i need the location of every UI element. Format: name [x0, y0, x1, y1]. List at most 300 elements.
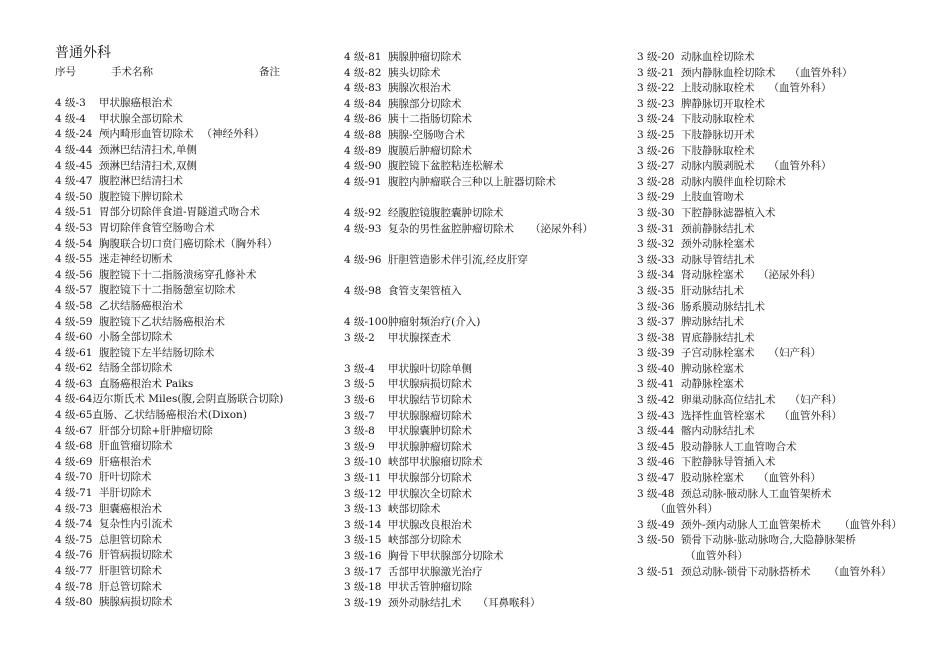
- item-code: 4 级-69: [55, 455, 93, 468]
- item-name: 甲状腺部分切除术: [388, 472, 472, 485]
- item-code: 4 级-4: [55, 112, 86, 125]
- item-name: 脾动脉栓塞术: [681, 362, 744, 375]
- item-name: 甲状腺癌根治术: [99, 97, 173, 110]
- item-code: 3 级-28: [637, 175, 675, 188]
- list-item: [637, 144, 927, 160]
- list-item: [55, 112, 345, 128]
- list-item: [344, 455, 634, 471]
- list-item: [55, 439, 345, 455]
- item-name: 腹腔镜下左半结肠切除术: [99, 346, 215, 359]
- item-code: 4 级-84: [344, 97, 382, 110]
- item-name: 甲状腺结节切除术: [388, 394, 472, 407]
- item-name: 胰腺-空肠吻合术: [388, 128, 466, 141]
- item-code: 3 级-39: [637, 347, 675, 360]
- item-name: 直肠癌根治术 Paiks: [99, 377, 194, 390]
- item-name: 锁骨下动脉-肱动脉吻合,大隐静脉架桥: [681, 534, 856, 547]
- list-item: [344, 362, 634, 378]
- item-code: 3 级-46: [637, 456, 675, 469]
- item-name: 腹腔淋巴结清扫术: [99, 175, 183, 188]
- item-name: 脾动脉结扎术: [681, 316, 744, 329]
- list-item: [344, 409, 634, 425]
- item-name: 颈总动脉-锁骨下动脉搭桥术: [681, 565, 811, 578]
- item-note: （血管外科）: [768, 82, 832, 95]
- item-name: 甲状腺探查术: [388, 331, 451, 344]
- item-name: 胰腺部分切除术: [388, 97, 462, 110]
- list-item: [344, 596, 634, 612]
- item-name: 食管支架管植入: [388, 284, 462, 297]
- item-code: 3 级-30: [637, 206, 675, 219]
- spacer: [344, 300, 634, 316]
- item-code: 4 级-96: [344, 253, 382, 266]
- item-note: （妇产科）: [789, 394, 842, 407]
- item-name: 胰十二指肠切除术: [388, 113, 472, 126]
- item-name: 甲状腺肿瘤切除术: [388, 440, 472, 453]
- item-code: 3 级-44: [637, 425, 675, 438]
- item-code: 3 级-8: [344, 425, 375, 438]
- list-item: [344, 533, 634, 549]
- item-code: 3 级-6: [344, 394, 375, 407]
- item-name: 甲状腺囊肿切除术: [388, 425, 472, 438]
- item-name: 股动脉栓塞术: [681, 472, 744, 485]
- page-title: 普通外科: [55, 45, 111, 61]
- item-name: 腹腔镜下盆腔粘连松解术: [388, 160, 504, 173]
- item-code: 4 级-3: [55, 97, 86, 110]
- item-code: 4 级-98: [344, 284, 382, 297]
- item-code: 3 级-10: [344, 456, 382, 469]
- item-code: 3 级-23: [637, 97, 675, 110]
- item-name: 胰腺肿瘤切除术: [388, 51, 462, 63]
- list-item: [55, 580, 345, 596]
- item-code: 4 级-24: [55, 128, 93, 141]
- item-code: 4 级-73: [55, 502, 93, 515]
- list-item: [637, 284, 927, 300]
- list-item: [344, 97, 634, 113]
- list-item: [637, 471, 927, 487]
- list-item: [55, 564, 345, 580]
- list-item: [344, 331, 634, 347]
- item-code: 3 级-38: [637, 331, 675, 344]
- item-code: 4 级-63: [55, 377, 93, 390]
- item-name: 峡部部分切除术: [388, 534, 462, 547]
- item-name: 半肝切除术: [99, 487, 152, 500]
- item-name: 甲状腺腺瘤切除术: [388, 409, 472, 422]
- list-item: [637, 268, 927, 284]
- item-name: 动脉内膜伴血栓切除术: [681, 175, 786, 188]
- item-name: 颈总动脉-腋动脉人工血管架桥术: [681, 487, 832, 500]
- list-item: [637, 206, 927, 222]
- list-item: [55, 127, 345, 143]
- item-code: 4 级-55: [55, 253, 93, 266]
- spacer: [344, 237, 634, 253]
- item-code: 3 级-2: [344, 331, 375, 344]
- list-item: [637, 237, 927, 253]
- list-item: [55, 377, 345, 393]
- item-code: 3 级-48: [637, 487, 675, 500]
- list-item: [344, 206, 634, 222]
- list-item: [344, 112, 634, 128]
- list-item: [344, 144, 634, 160]
- item-name: 颈内静脉血栓切除术: [681, 66, 776, 79]
- item-name: 甲状腺改良根治术: [388, 518, 472, 531]
- list-item: [55, 455, 345, 471]
- item-name: 复杂的男性盆腔肿瘤切除术: [388, 222, 514, 235]
- item-name: 复杂性内引流术: [99, 518, 173, 531]
- item-code: 4 级-90: [344, 160, 382, 173]
- list-item: [344, 393, 634, 409]
- item-note: （耳鼻喉科）: [477, 596, 541, 609]
- item-code: 3 级-15: [344, 534, 382, 547]
- item-name: 动静脉栓塞术: [681, 378, 744, 391]
- item-code: 4 级-78: [55, 580, 93, 593]
- item-note: （血管外科）: [828, 565, 892, 578]
- list-item: [344, 471, 634, 487]
- list-item: [55, 533, 345, 549]
- list-item: [344, 50, 634, 66]
- item-name: 腹腔内肿瘤联合三种以上脏器切除术: [388, 175, 556, 188]
- item-note: （血管外科）: [685, 550, 748, 562]
- item-code: 4 级-89: [344, 144, 382, 157]
- list-item: [637, 66, 927, 82]
- item-name: 下肢静脉取栓术: [681, 144, 755, 157]
- item-code: 3 级-11: [344, 472, 382, 485]
- procedure-list-3: [637, 50, 927, 580]
- item-code: 4 级-100: [344, 316, 389, 329]
- spacer: [344, 190, 634, 206]
- list-item: [344, 565, 634, 581]
- list-item: [55, 96, 345, 112]
- item-code: 3 级-32: [637, 238, 675, 251]
- column-1: [55, 44, 345, 611]
- item-code: 3 级-33: [637, 253, 675, 266]
- item-code: 4 级-51: [55, 206, 93, 219]
- item-code: 3 级-51: [637, 565, 675, 578]
- list-item: [637, 455, 927, 471]
- item-name: 上肢血管吻术: [681, 191, 744, 204]
- list-item: [55, 159, 345, 175]
- item-name: 结肠全部切除术: [99, 362, 173, 375]
- item-code: 4 级-68: [55, 440, 93, 453]
- item-name: 迈尔斯氏术 Miles(腹,会阴直肠联合切除): [92, 393, 284, 406]
- list-item: [55, 408, 345, 424]
- list-item: [344, 549, 634, 565]
- item-code: 3 级-9: [344, 440, 375, 453]
- procedure-list-1: [55, 96, 345, 611]
- item-name: 肝动脉结扎术: [681, 284, 744, 297]
- item-name: 颈淋巴结清扫术,双侧: [99, 159, 197, 172]
- item-note: （血管外科）: [655, 503, 718, 516]
- item-code: 4 级-56: [55, 268, 93, 281]
- list-item: [55, 237, 345, 253]
- list-item: [637, 377, 927, 393]
- item-name: 肝叶切除术: [99, 471, 152, 484]
- item-code: 3 级-17: [344, 565, 382, 578]
- item-name: 肠系膜动脉结扎术: [681, 300, 765, 313]
- item-note: （泌尿外科）: [530, 222, 593, 235]
- item-name: 动脉导管结扎术: [681, 253, 755, 266]
- item-code: 4 级-57: [55, 284, 93, 297]
- list-item: [637, 159, 927, 175]
- list-item: [55, 424, 345, 440]
- list-item: [55, 315, 345, 331]
- item-code: 3 级-5: [344, 378, 375, 391]
- item-code: 3 级-49: [637, 518, 675, 531]
- item-code: 3 级-42: [637, 394, 675, 407]
- item-name: 颈外动脉结扎术: [388, 596, 462, 609]
- list-item: [344, 377, 634, 393]
- procedure-list-2: [344, 50, 634, 611]
- item-name: 腹腔镜下脾切除术: [99, 190, 183, 203]
- item-code: 4 级-61: [55, 346, 93, 359]
- item-code: 4 级-76: [55, 549, 93, 562]
- item-name: 经腹腔镜腹腔囊肿切除术: [388, 206, 504, 219]
- item-code: 3 级-13: [344, 503, 382, 516]
- item-name: 腹腔镜下乙状结肠癌根治术: [99, 315, 225, 328]
- item-name: 下腔静脉导管插入术: [681, 456, 776, 469]
- item-code: 3 级-41: [637, 378, 675, 391]
- item-code: 4 级-64: [55, 393, 93, 406]
- item-code: 4 级-58: [55, 299, 93, 312]
- item-name: 肝胆管造影术伴引流,经皮肝穿: [388, 253, 528, 266]
- item-name: 峡部甲状腺瘤切除术: [388, 456, 483, 469]
- item-name: 直肠、乙状结肠癌根治术(Dixon): [92, 409, 247, 422]
- list-item: [55, 330, 345, 346]
- item-code: 3 级-37: [637, 316, 675, 329]
- list-item: [637, 128, 927, 144]
- item-name: 腹腔镜下十二指肠溃疡穿孔修补术: [99, 268, 257, 281]
- list-item: [344, 424, 634, 440]
- item-name: 胃底静脉结扎术: [681, 331, 755, 344]
- item-name: 肝管病损切除术: [99, 549, 173, 562]
- list-item: [637, 518, 907, 534]
- item-name: 胸腹联合切口贲门癌切除术（胸外科）: [99, 237, 278, 250]
- item-name: 下肢动脉取栓术: [681, 113, 755, 126]
- column-3: [637, 50, 927, 580]
- list-item: [637, 331, 927, 347]
- item-note: （泌尿外科）: [758, 269, 821, 282]
- item-name: 胆囊癌根治术: [99, 502, 162, 515]
- item-code: 3 级-20: [637, 51, 675, 63]
- item-name: 乙状结肠癌根治术: [99, 299, 183, 312]
- item-name: 甲状腺次全切除术: [388, 487, 472, 500]
- list-item: [55, 205, 345, 221]
- item-code: 3 级-12: [344, 487, 382, 500]
- list-item: [637, 393, 927, 409]
- item-code: 3 级-26: [637, 144, 675, 157]
- item-code: 3 级-24: [637, 113, 675, 126]
- list-item: [637, 175, 927, 191]
- list-item: [344, 502, 634, 518]
- item-code: 4 级-93: [344, 222, 382, 235]
- item-code: 4 级-82: [344, 66, 382, 79]
- item-name: 髂内动脉结扎术: [681, 425, 755, 438]
- list-item: [55, 548, 345, 564]
- item-name: 颈前静脉结扎术: [681, 222, 755, 235]
- list-item: [55, 174, 345, 190]
- item-code: 4 级-71: [55, 487, 93, 500]
- item-name: 甲状腺病损切除术: [388, 378, 472, 391]
- item-note: （神经外科）: [201, 128, 265, 141]
- item-name: 下腔静脉滤器植入术: [681, 206, 776, 219]
- list-item: [55, 190, 345, 206]
- header-seq: 序号: [55, 66, 76, 78]
- item-note: （血管外科）: [839, 518, 903, 531]
- item-code: 3 级-29: [637, 191, 675, 204]
- item-code: 4 级-45: [55, 159, 93, 172]
- list-item: [344, 315, 634, 331]
- list-item: [55, 502, 345, 518]
- list-item: [55, 283, 345, 299]
- list-item: [344, 440, 634, 456]
- item-code: 3 级-7: [344, 409, 375, 422]
- column-2: [344, 50, 634, 611]
- item-name: 肿瘤射频治疗(介入): [388, 316, 481, 329]
- item-name: 胰腺病损切除术: [99, 596, 173, 609]
- list-item: [55, 392, 345, 408]
- item-code: 4 级-65: [55, 409, 93, 422]
- list-item: [637, 362, 927, 378]
- item-code: 3 级-4: [344, 362, 375, 375]
- list-item: [637, 222, 927, 238]
- item-code: 4 级-77: [55, 565, 93, 577]
- list-item: [344, 128, 634, 144]
- item-name: 舌部甲状腺激光治疗: [388, 565, 483, 578]
- item-code: 4 级-53: [55, 221, 93, 234]
- item-name: 肝总管切除术: [99, 580, 162, 593]
- item-name: 胃切除伴食管空肠吻合术: [99, 221, 215, 234]
- item-name: 腹腔镜下十二指肠憩室切除术: [99, 284, 236, 297]
- item-code: 3 级-40: [637, 362, 675, 375]
- item-code: 4 级-47: [55, 175, 93, 188]
- list-item: [344, 518, 634, 534]
- spacer: [344, 346, 634, 362]
- list-item: [637, 300, 927, 316]
- item-code: 3 级-19: [344, 596, 382, 609]
- item-code: 4 级-59: [55, 315, 93, 328]
- item-name: 肝血管瘤切除术: [99, 440, 173, 453]
- list-item: [637, 409, 927, 425]
- item-name: 总胆管切除术: [99, 533, 162, 546]
- item-note: （血管外科）: [789, 66, 853, 79]
- item-code: 4 级-88: [344, 128, 382, 141]
- item-code: 3 级-21: [637, 66, 675, 79]
- item-name: 股动静脉人工血管吻合术: [681, 440, 797, 453]
- item-code: 3 级-22: [637, 82, 675, 95]
- item-code: 4 级-92: [344, 206, 382, 219]
- item-code: 4 级-54: [55, 237, 93, 250]
- item-name: 颈外动脉栓塞术: [681, 238, 755, 251]
- item-name: 肝胆管切除术: [99, 565, 162, 577]
- list-item: [344, 284, 634, 300]
- list-item: [637, 190, 927, 206]
- item-name: 腹膜后肿瘤切除术: [388, 144, 472, 157]
- item-code: 4 级-60: [55, 331, 93, 344]
- item-name: 甲状腺叶切除单侧: [388, 362, 472, 375]
- list-item: [344, 487, 634, 503]
- item-name: 卵巢动脉高位结扎术: [681, 394, 776, 407]
- item-name: 颅内畸形血管切除术: [99, 128, 194, 141]
- item-code: 3 级-45: [637, 440, 675, 453]
- item-code: 3 级-35: [637, 284, 675, 297]
- item-name: 下肢静脉切开术: [681, 128, 755, 141]
- item-name: 胰头切除术: [388, 66, 441, 79]
- spacer: [344, 268, 634, 284]
- list-item: [55, 361, 345, 377]
- item-code: 3 级-25: [637, 128, 675, 141]
- list-item: [344, 66, 634, 82]
- item-code: 3 级-34: [637, 269, 675, 282]
- item-name: 子宫动脉栓塞术: [681, 347, 755, 360]
- item-name: 颈外-颈内动脉人工血管架桥术: [681, 518, 822, 531]
- list-item: [637, 565, 907, 581]
- item-name: 迷走神经切断术: [99, 253, 173, 266]
- item-name: 峡部切除术: [388, 503, 441, 516]
- item-name: 甲状舌管肿瘤切除: [388, 581, 472, 594]
- list-item: [344, 580, 634, 596]
- item-name: 脾静脉切开取栓术: [681, 97, 765, 110]
- list-item: [637, 487, 907, 518]
- item-code: 4 级-67: [55, 424, 93, 437]
- item-name: 颈淋巴结清扫术,单侧: [99, 143, 197, 156]
- item-code: 4 级-62: [55, 362, 93, 375]
- header-name: 手术名称: [111, 66, 153, 78]
- item-code: 4 级-70: [55, 471, 93, 484]
- item-code: 3 级-50: [637, 534, 675, 547]
- item-code: 3 级-16: [344, 550, 382, 562]
- list-item: [637, 440, 927, 456]
- list-item: [637, 533, 907, 564]
- item-code: 4 级-81: [344, 51, 382, 63]
- list-item: [55, 252, 345, 268]
- item-name: 胸骨下甲状腺部分切除术: [388, 550, 504, 562]
- list-item: [637, 97, 927, 113]
- item-note: （血管外科）: [779, 409, 842, 422]
- item-code: 4 级-83: [344, 82, 382, 95]
- item-name: 上肢动脉取栓术: [681, 82, 755, 95]
- item-code: 4 级-44: [55, 143, 93, 156]
- item-note: （妇产科）: [768, 347, 821, 360]
- item-code: 4 级-50: [55, 190, 93, 203]
- list-item: [637, 50, 927, 66]
- list-item: [344, 81, 634, 97]
- list-item: [637, 315, 927, 331]
- item-name: 动脉血栓切除术: [681, 51, 755, 63]
- item-name: 胰腺次根治术: [388, 82, 451, 95]
- list-item: [55, 486, 345, 502]
- list-item: [55, 221, 345, 237]
- item-name: 选择性血管栓塞术: [681, 409, 765, 422]
- item-code: 3 级-47: [637, 472, 675, 485]
- item-code: 3 级-43: [637, 409, 675, 422]
- item-code: 3 级-18: [344, 581, 382, 594]
- list-item: [637, 346, 927, 362]
- header-note: 备注: [259, 66, 280, 78]
- list-item: [55, 595, 345, 611]
- list-item: [344, 159, 634, 175]
- item-code: 3 级-36: [637, 300, 675, 313]
- list-item: [55, 470, 345, 486]
- list-item: [344, 222, 634, 238]
- item-code: 4 级-74: [55, 518, 93, 531]
- item-note: （血管外科）: [758, 472, 821, 485]
- item-name: 肝癌根治术: [99, 455, 152, 468]
- item-code: 4 级-91: [344, 175, 382, 188]
- list-item: [637, 81, 927, 97]
- table-header: [55, 65, 345, 81]
- item-code: 4 级-86: [344, 113, 382, 126]
- item-name: 胃部分切除伴食道-胃隧道式吻合术: [99, 206, 261, 219]
- list-item: [637, 112, 927, 128]
- list-item: [55, 346, 345, 362]
